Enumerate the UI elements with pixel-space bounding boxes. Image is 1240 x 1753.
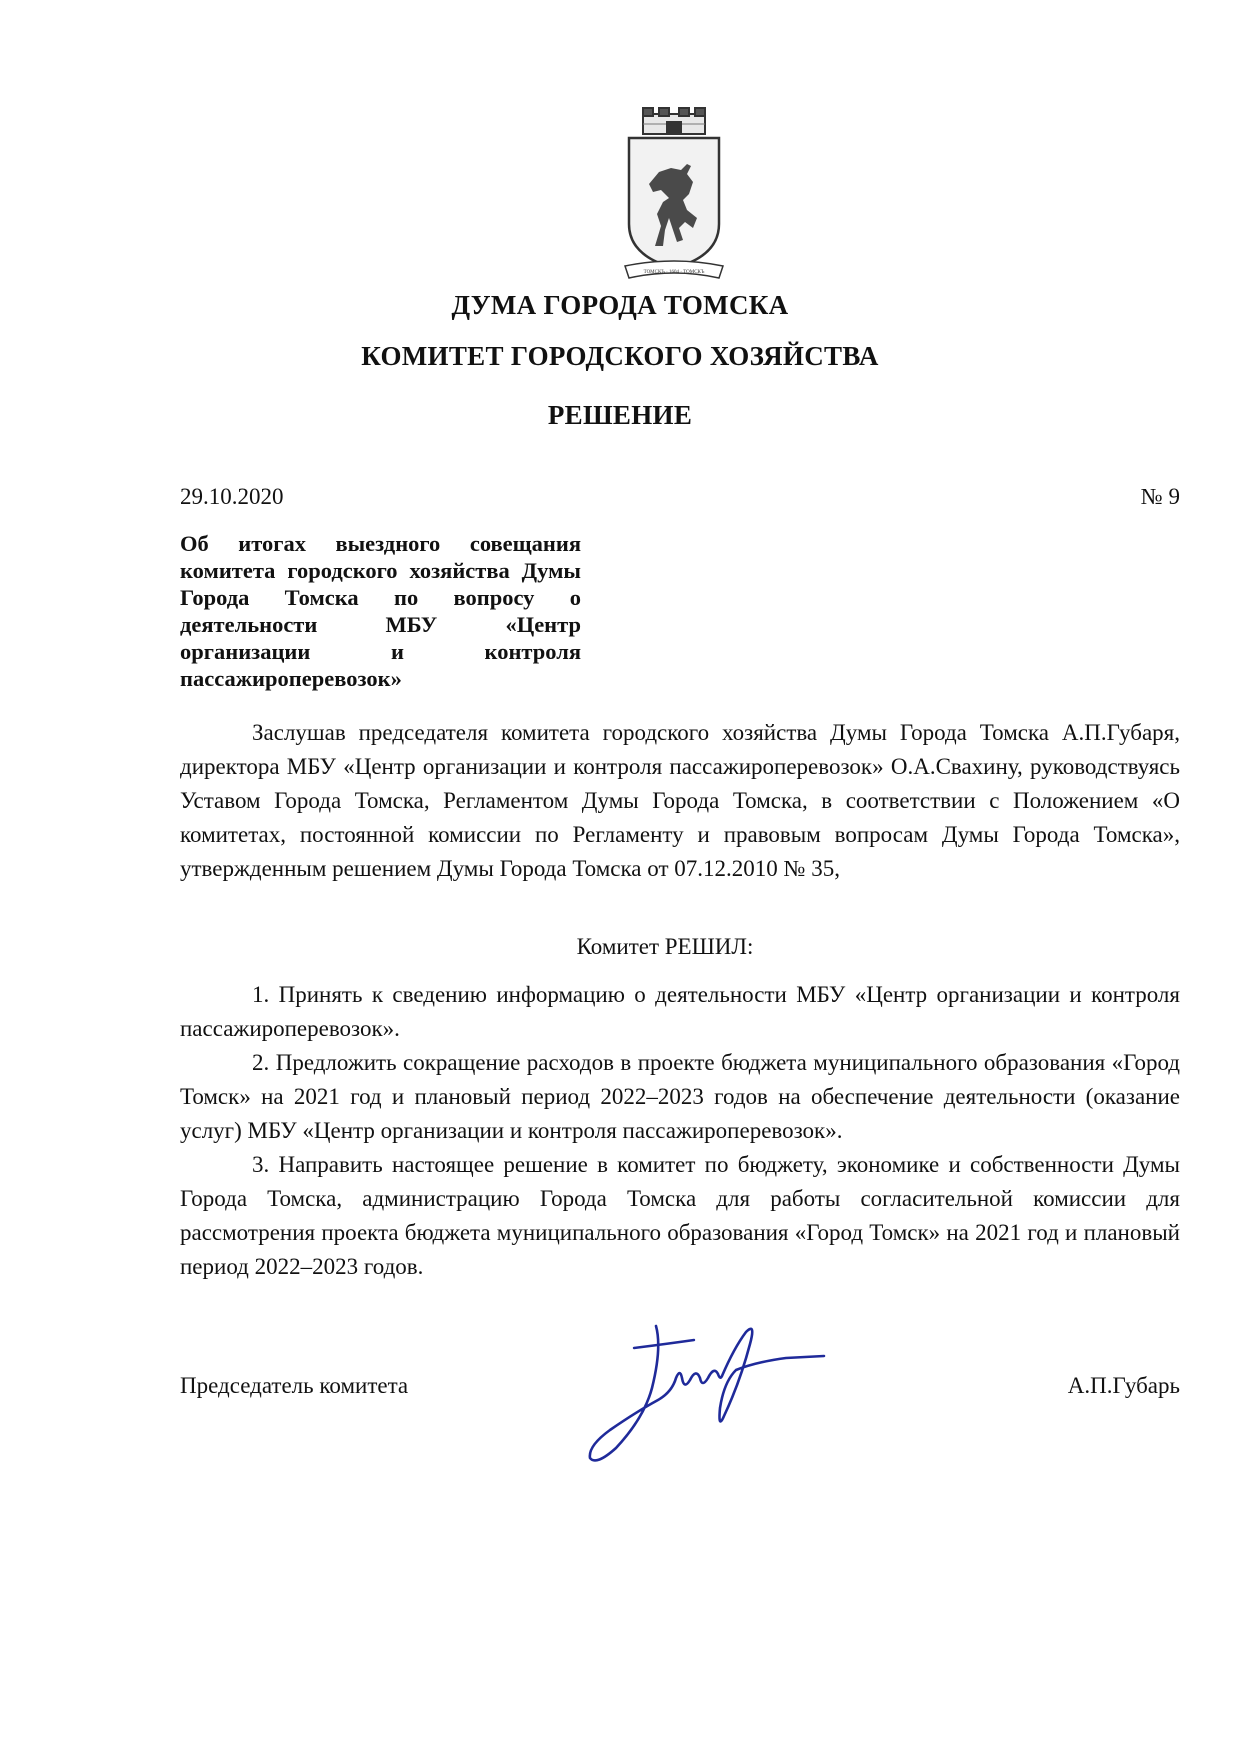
handwritten-signature	[586, 1318, 826, 1468]
preamble-block	[180, 716, 1180, 886]
committee-title: КОМИТЕТ ГОРОДСКОГО ХОЗЯЙСТВА	[361, 341, 879, 371]
decision-item-3: 3. Направить настоящее решение в комитет по бюджету, экономике и собственности Думы Города Томска, администрацию Города Томска для работы согласительной комиссии для рассмотрения проекта бюджета муниципального образования «Город Томск» на 2021 год и плановый период 2022–2023 годов.	[180, 1152, 1180, 1279]
crown-icon	[643, 108, 705, 134]
decision-item-2: 2. Предложить сокращение расходов в проекте бюджета муниципального образования «Город Томск» на 2021 год и плановый период 2022–2023 годов на обеспечение деятельности (оказание услуг) МБУ «Центр организации и контроля пассажироперевозок».	[180, 1050, 1180, 1143]
decision-number: № 9	[1140, 484, 1180, 509]
duma-title: ДУМА ГОРОДА ТОМСКА	[451, 290, 789, 320]
decision-item-1: 1. Принять к сведению информацию о деятельности МБУ «Центр организации и контроля пассажироперевозок».	[180, 982, 1180, 1041]
preamble-text: Заслушав председателя комитета городского хозяйства Думы Города Томска А.П.Губаря, директора МБУ «Центр организации и контроля пассажироперевозок» О.А.Свахину, руководствуясь Уставом Города Томска, Регламентом Думы Города Томска, в соответствии с Положением «О комитетах, постоянной комиссии по Регламенту и правовым вопросам Думы Города Томска», утвержденным решением Думы Города Томска от 07.12.2010 № 35,	[180, 720, 1180, 881]
decision-date: 29.10.2020	[180, 484, 284, 509]
decision-heading: РЕШЕНИЕ	[547, 400, 693, 430]
coat-of-arms-emblem	[621, 106, 727, 280]
decision-subject: Об итогах выездного совещания комитета городского хозяйства Думы Города Томска по вопросу о деятельности МБУ «Центр организации и контроля пассажироперевозок»	[180, 531, 581, 691]
decision-items	[180, 978, 1180, 1284]
decided-heading: Комитет РЕШИЛ:	[576, 934, 754, 959]
emblem-motto: ТОМСКЪ · 1604 · ТОМСКЪ	[643, 270, 705, 275]
signatory-position: Председатель комитета	[180, 1373, 409, 1398]
signatory-name: А.П.Губарь	[1067, 1373, 1180, 1398]
